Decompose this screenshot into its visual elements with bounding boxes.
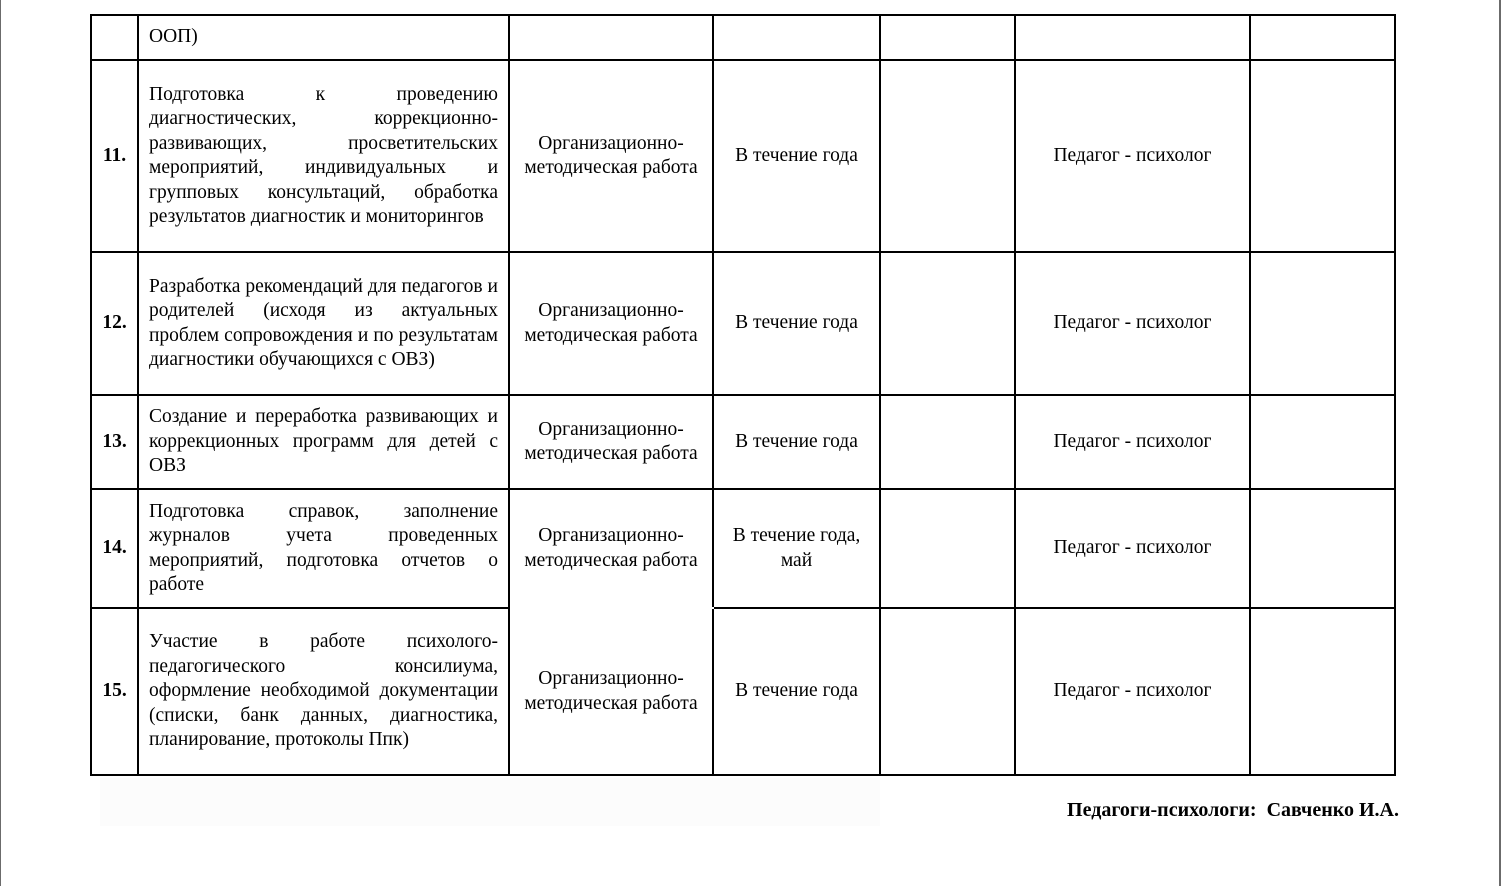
empty-cell [1250, 60, 1395, 252]
empty-cell [880, 60, 1015, 252]
responsible-cell: Педагог - психолог [1015, 608, 1250, 775]
form-cell: Организационно-методическая работа [509, 60, 713, 252]
form-cell: Организационно-методическая работа [509, 608, 713, 775]
period-cell: В течение года [713, 60, 880, 252]
activity-cell: Участие в работе психолого-педагогического консилиума, оформление необходимой документации (списки, банк данных, диагностика, планирование, протоколы Ппк) [138, 608, 509, 775]
period-cell [713, 15, 880, 60]
table-row [91, 395, 1395, 489]
table-row [91, 252, 1395, 395]
responsible-cell: Педагог - психолог [1015, 395, 1250, 489]
empty-cell [880, 252, 1015, 395]
activity-cell: Подготовка к проведению диагностических, коррекционно-развивающих, просветительских мероприятий, индивидуальных и групповых консультаций, обработка результатов диагностик и мониторингов [138, 60, 509, 252]
table-row [91, 608, 1395, 775]
empty-cell [880, 15, 1015, 60]
period-cell: В течение года, май [713, 489, 880, 608]
activity-cell: Подготовка справок, заполнение журналов учета проведенных мероприятий, подготовка отчетов о работе [138, 489, 509, 608]
row-number: 15. [91, 608, 138, 775]
activity-cell: Создание и переработка развивающих и коррекционных программ для детей с ОВЗ [138, 395, 509, 489]
table-row [91, 15, 1395, 60]
signature-line: Педагоги-психологи: Савченко И.А. [1067, 799, 1399, 821]
work-plan-table [90, 14, 1396, 776]
form-cell: Организационно-методическая работа [509, 395, 713, 489]
table-row [91, 489, 1395, 608]
empty-cell [1250, 395, 1395, 489]
table-row [91, 60, 1395, 252]
page-left-edge [0, 0, 1, 886]
row-number [91, 15, 138, 60]
empty-cell [1250, 489, 1395, 608]
form-cell: Организационно-методическая работа [509, 489, 713, 608]
responsible-cell: Педагог - психолог [1015, 252, 1250, 395]
responsible-cell: Педагог - психолог [1015, 489, 1250, 608]
activity-cell: Разработка рекомендаций для педагогов и родителей (исходя из актуальных проблем сопровождения и по результатам диагностики обучающихся с ОВЗ) [138, 252, 509, 395]
row-number: 12. [91, 252, 138, 395]
period-cell: В течение года [713, 395, 880, 489]
empty-cell [1250, 15, 1395, 60]
form-cell: Организационно-методическая работа [509, 252, 713, 395]
empty-cell [1250, 608, 1395, 775]
row-number: 13. [91, 395, 138, 489]
empty-cell [880, 608, 1015, 775]
empty-cell [1250, 252, 1395, 395]
row-number: 14. [91, 489, 138, 608]
activity-cell: ООП) [138, 15, 509, 60]
row-number: 11. [91, 60, 138, 252]
footer-band [100, 778, 880, 826]
responsible-cell [1015, 15, 1250, 60]
empty-cell [880, 395, 1015, 489]
responsible-cell: Педагог - психолог [1015, 60, 1250, 252]
period-cell: В течение года [713, 252, 880, 395]
empty-cell [880, 489, 1015, 608]
form-cell [509, 15, 713, 60]
period-cell: В течение года [713, 608, 880, 775]
